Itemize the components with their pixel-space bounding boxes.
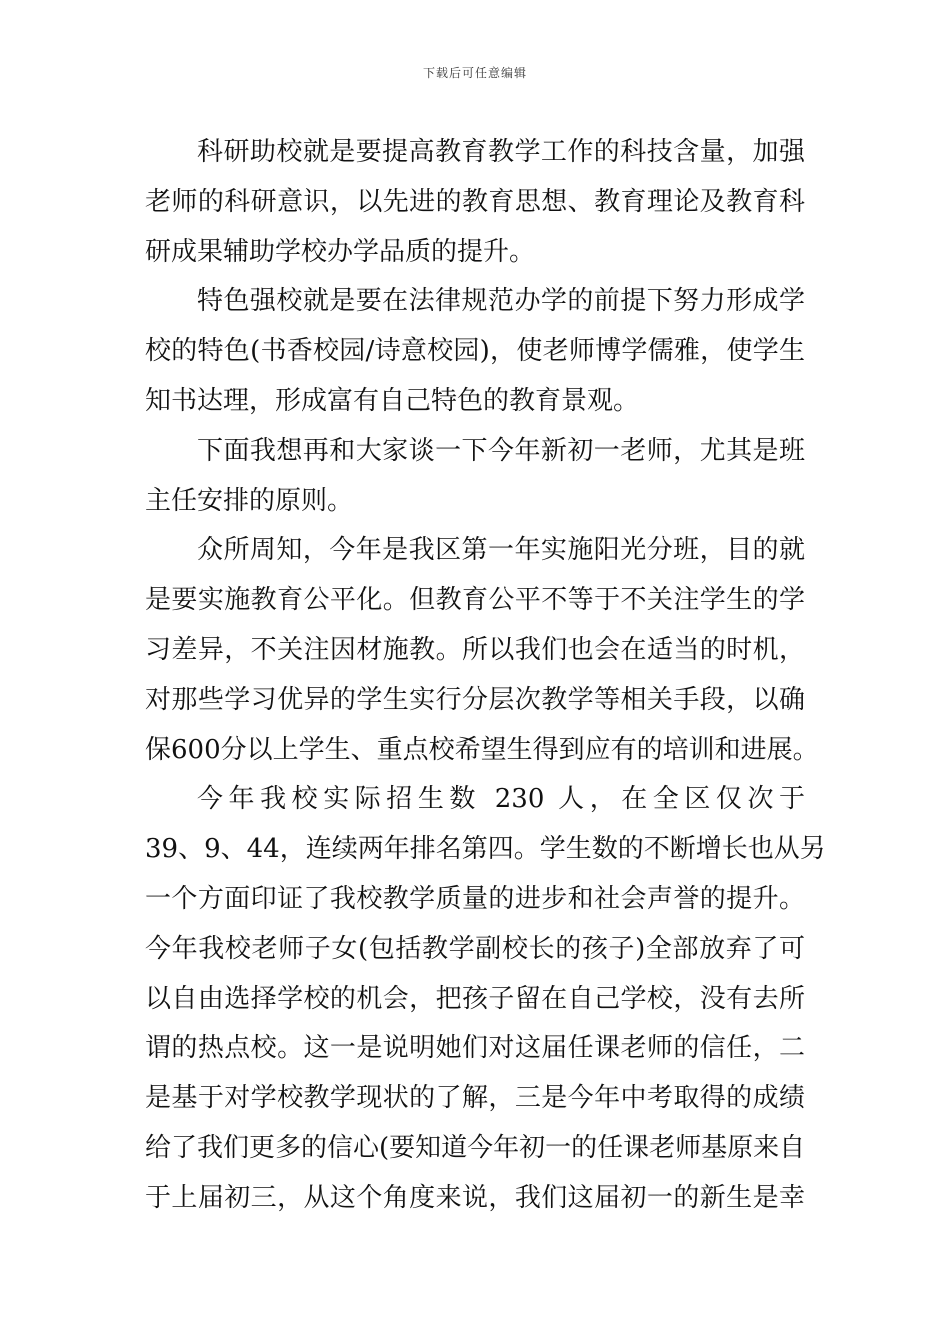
paragraph-line: 给了我们更多的信心(要知道今年初一的任课老师基原来自 [145, 1132, 806, 1163]
paragraph-line: 是基于对学校教学现状的了解，三是今年中考取得的成绩 [145, 1083, 805, 1114]
paragraph-line: 以自由选择学校的机会，把孩子留在自己学校，没有去所 [145, 983, 805, 1014]
paragraph-line: 校的特色(书香校园/诗意校园)，使老师博学儒雅，使学生 [145, 336, 805, 367]
paragraph-line: 下面我想再和大家谈一下今年新初一老师，尤其是班 [197, 435, 805, 466]
paragraph-line: 今年我校实际招生数 230 人，在全区仅次于 [197, 784, 805, 815]
paragraph-line: 对那些学习优异的学生实行分层次教学等相关手段，以确 [145, 684, 805, 715]
paragraph-line: 39、9、44，连续两年排名第四。学生数的不断增长也从另 [145, 834, 826, 865]
paragraph-line: 研成果辅助学校办学品质的提升。 [145, 236, 536, 267]
paragraph-line: 是要实施教育公平化。但教育公平不等于不关注学生的学 [145, 585, 805, 616]
paragraph-line: 谓的热点校。这一是说明她们对这届任课老师的信任，二 [145, 1033, 805, 1064]
document-body [145, 128, 826, 1224]
paragraph-line: 于上届初三，从这个角度来说，我们这届初一的新生是幸 [145, 1182, 805, 1213]
paragraph-line: 科研助校就是要提高教育教学工作的科技含量，加强 [197, 137, 805, 167]
paragraph-line: 老师的科研意识，以先进的教育思想、教育理论及教育科 [145, 186, 805, 217]
paragraph-line: 特色强校就是要在法律规范办学的前提下努力形成学 [197, 286, 805, 317]
paragraph-line: 众所周知，今年是我区第一年实施阳光分班，目的就 [197, 535, 805, 566]
paragraph-line: 主任安排的原则。 [145, 485, 354, 516]
page-header-note: 下载后可任意编辑 [422, 66, 527, 80]
paragraph-line: 保600分以上学生、重点校希望生得到应有的培训和进展。 [145, 734, 819, 765]
paragraph-line: 习差异，不关注因材施教。所以我们也会在适当的时机， [145, 634, 805, 665]
paragraph-line: 今年我校老师子女(包括教学副校长的孩子)全部放弃了可 [145, 933, 805, 964]
paragraph-line: 一个方面印证了我校教学质量的进步和社会声誉的提升。 [145, 883, 805, 914]
paragraph-line: 知书达理，形成富有自己特色的教育景观。 [145, 385, 640, 416]
